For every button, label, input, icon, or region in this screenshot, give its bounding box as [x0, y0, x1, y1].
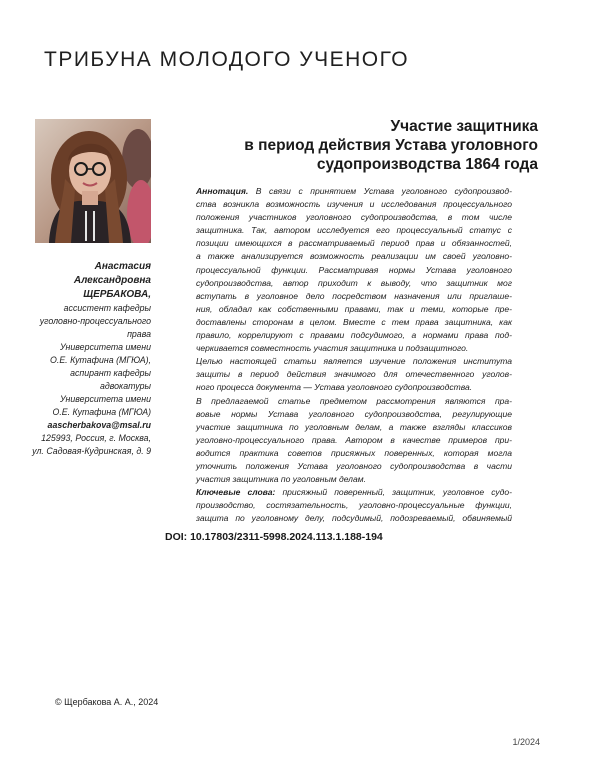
abstract-line: ного процесса документа — Устава уголовного судопроизводства. — [196, 382, 473, 393]
keywords-line — [196, 486, 512, 499]
author-photo — [35, 119, 151, 243]
article-title-line: судопроизводства 1864 года — [316, 156, 538, 173]
abstract-line: В предлагаемой статье предметом рассмотрения являются пра- — [196, 395, 512, 406]
author-name-line: ЩЕРБАКОВА, — [83, 289, 151, 300]
abstract-line: черкивается совместность участия защитника и подзащитного. — [196, 343, 469, 354]
abstract-line: защитника. Так, автором исследуется его процессуальный статус с — [196, 225, 512, 236]
author-affiliation-line: О.Е. Кутафина (МГЮА), — [50, 355, 151, 365]
abstract-line: участие защитника по уголовным делам, а также взгляды классиков — [196, 421, 512, 432]
abstract-line: правило, коррелируют с правами подсудимого, а нормами права под- — [196, 330, 512, 341]
abstract-line: судопроизводства, автор приходит к выводу, что защитник мог — [196, 277, 512, 288]
keywords-line-text: присяжный поверенный, защитник, уголовное судо- — [275, 487, 513, 498]
issue-number: 1/2024 — [512, 737, 540, 747]
abstract-line: а также анализируется возможность реализации им своей уголовно- — [196, 251, 512, 262]
abstract-line: ния, обладал как собственными правами, так и теми, которые пре- — [196, 303, 512, 314]
author-affiliation-line: аспирант кафедры — [70, 368, 151, 378]
author-info — [11, 260, 151, 458]
author-affiliation-line: О.Е. Кутафина (МГЮА) — [52, 407, 151, 417]
abstract-line: позиции имеющихся в рассматриваемый период прав и обязанностей, — [196, 238, 512, 249]
abstract-line: водится практика советов присяжных поверенных, которая могла — [196, 447, 512, 458]
abstract-line: ства возникла возможность изучения и исследования процессуального — [196, 199, 512, 210]
abstract-line: положения участников уголовного судопроизводства, в том числе — [196, 212, 512, 223]
author-affiliation-line: адвокатуры — [100, 381, 151, 391]
author-address-line: 125993, Россия, г. Москва, — [41, 433, 151, 443]
abstract-block — [196, 185, 512, 525]
author-name-line: Анастасия — [94, 261, 151, 272]
author-address-line: ул. Садовая-Кудринская, д. 9 — [32, 446, 151, 456]
abstract-line — [196, 185, 512, 198]
doi: DOI: 10.17803/2311-5998.2024.113.1.188-194 — [165, 531, 383, 543]
author-affiliation-line: права — [127, 329, 151, 339]
abstract-line: вовые нормы Устава уголовного судопроизводства, регулирующие — [196, 408, 512, 419]
keywords-label: Ключевые слова: — [196, 487, 276, 498]
abstract-line: уточнить положения Устава уголовного судопроизводства в части — [196, 460, 512, 471]
keywords-line: производство, состязательность, уголовно-процессуальные функции, — [196, 500, 512, 511]
author-affiliation-line: Университета имени — [60, 394, 151, 404]
abstract-line: Целью настоящей статьи является изучение положения института — [196, 356, 512, 367]
author-affiliation-line: ассистент кафедры — [63, 303, 151, 313]
abstract-label: Аннотация. — [196, 186, 249, 196]
article-title-line: в период действия Устава уголовного — [244, 137, 538, 154]
abstract-line-text: В связи с принятием Устава уголовного судопроизвод- — [248, 186, 512, 196]
section-title: ТРИБУНА МОЛОДОГО УЧЕНОГО — [44, 48, 410, 71]
keywords-line: защита по уголовному делу, подсудимый, подозреваемый, обвиняемый — [196, 513, 512, 524]
author-name-line: Александровна — [73, 275, 151, 286]
abstract-line: вступать в уголовное дело посредством назначения или приглаше- — [196, 290, 512, 301]
abstract-line: доставлены сторонам в целом. Вместе с тем права защитника, как — [196, 316, 512, 327]
article-title — [218, 117, 538, 174]
author-affiliation-line: Университета имени — [60, 342, 151, 352]
abstract-line: участия защитника по уголовным делам. — [196, 474, 366, 485]
abstract-line: уголовно-процессуального права. Автором в качестве примеров при- — [196, 434, 512, 445]
abstract-line: защиты в период действия значимого для отечественного уголов- — [196, 369, 512, 380]
author-email-link[interactable]: aascherbakova@msal.ru — [47, 420, 151, 430]
article-title-line: Участие защитника — [390, 118, 538, 135]
author-affiliation-line: уголовно-процессуального — [39, 316, 151, 326]
abstract-line: процессуальной функции. Рассматривая нормы Устава уголовного — [196, 264, 512, 275]
copyright: © Щербакова А. А., 2024 — [55, 697, 159, 707]
